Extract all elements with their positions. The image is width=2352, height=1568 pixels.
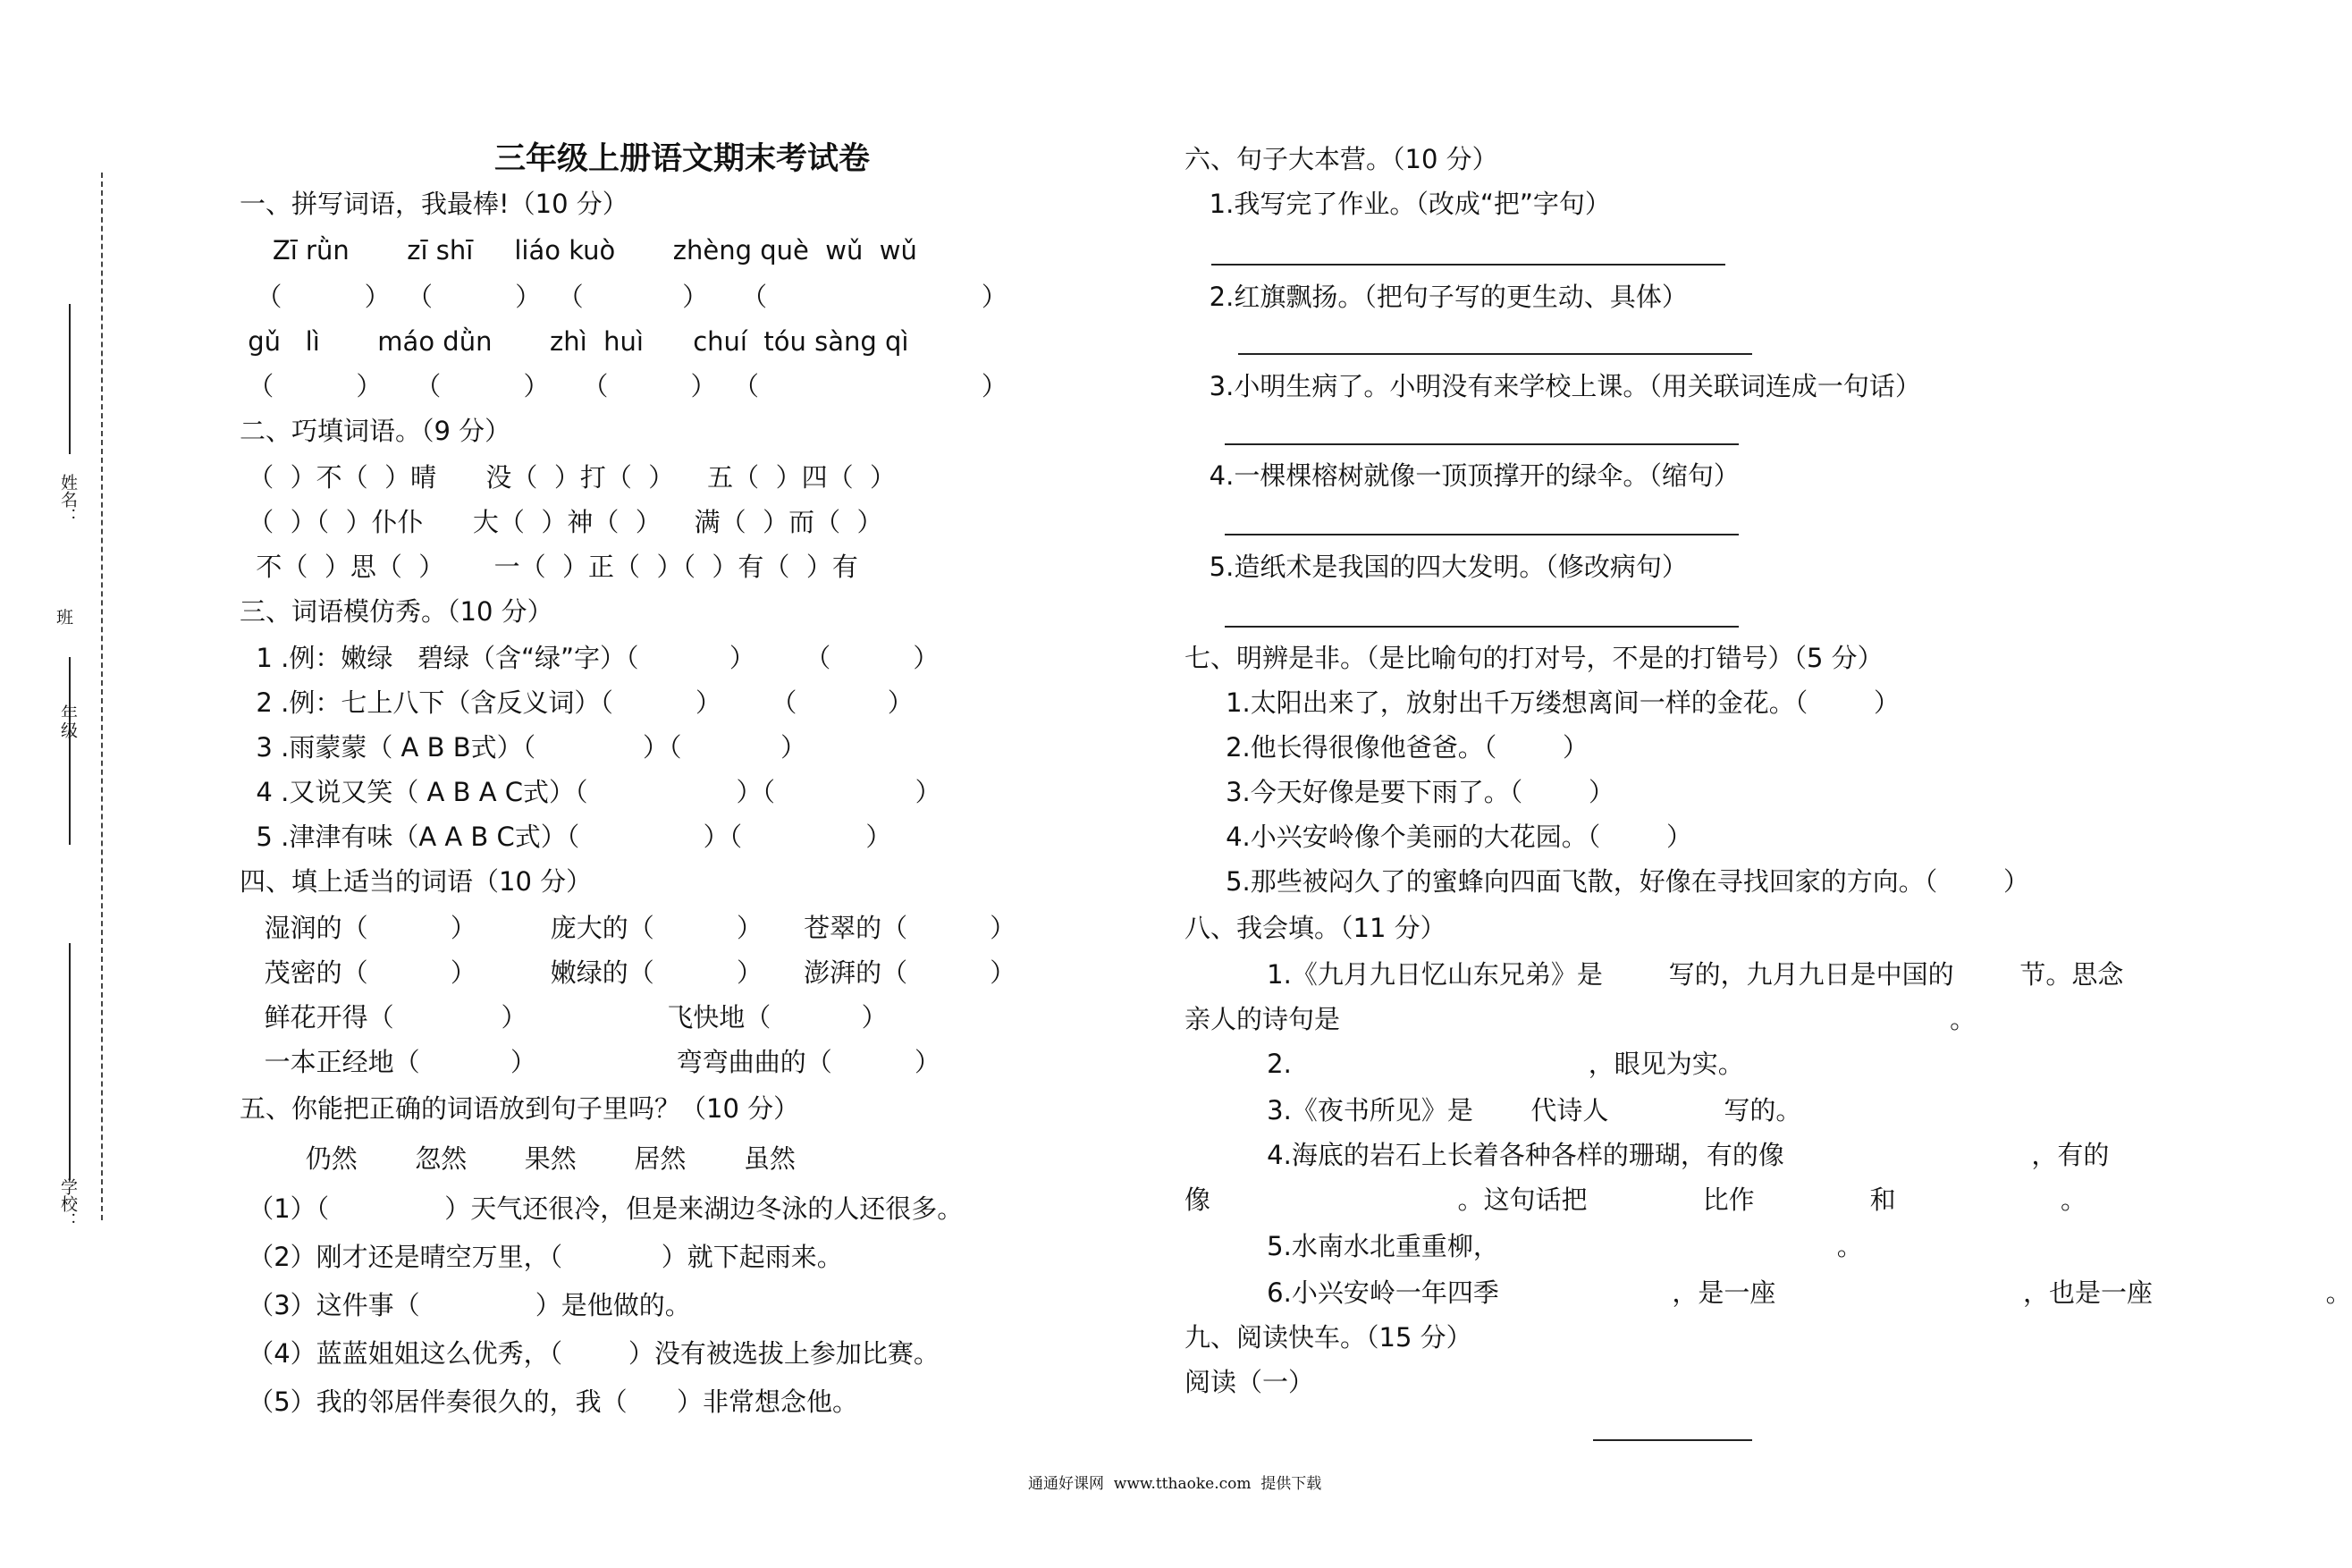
question-line: （3）这件事（ ）是他做的。 (240, 1290, 691, 1320)
binding-dashed-line (101, 173, 103, 1220)
question-line: 4.小兴安岭像个美丽的大花园。（ ） (1184, 822, 1693, 852)
question-line: 5.造纸术是我国的四大发明。（修改病句） (1184, 552, 1688, 582)
question-line: 1 .例：嫩绿 碧绿（含“绿”字）（ ） （ ） (240, 643, 940, 673)
section-5-heading: 五、你能把正确的词语放到句子里吗？（10 分） (240, 1093, 800, 1124)
question-line: 5.那些被闷久了的蜜蜂向四面飞散，好像在寻找回家的方向。（ ） (1184, 866, 2030, 897)
question-line: 3.《夜书所见》是 代诗人 写的。 (1184, 1095, 1802, 1125)
question-line: 像 。这句话把 比作 和 。 (1184, 1184, 2087, 1215)
exam-title: 三年级上册语文期末考试卷 (494, 141, 871, 177)
question-line: （1）（ ）天气还很冷，但是来湖边冬泳的人还很多。 (240, 1193, 964, 1224)
question-line: 3.小明生病了。小明没有来学校上课。（用关联词连成一句话） (1184, 371, 1921, 401)
question-line: 2. ，眼见为实。 (1184, 1049, 1744, 1079)
question-line: 茂密的（ ） 嫩绿的（ ） 澎湃的（ ） (240, 957, 1016, 988)
answer-line (1225, 626, 1739, 628)
word-bank: 仍然 忽然 果然 居然 虽然 (240, 1143, 796, 1174)
name-label: 姓名： (58, 474, 78, 525)
question-line: 4 .又说又笑（ A B A C式）（ ）（ ） (240, 777, 941, 807)
question-line: 鲜花开得（ ） 飞快地（ ） (240, 1002, 888, 1033)
section-9-heading: 九、阅读快车。（15 分） (1184, 1322, 1472, 1353)
section-8-heading: 八、我会填。（11 分） (1184, 913, 1446, 943)
section-1-heading: 一、拼写词语，我最棒!（10 分） (240, 189, 628, 219)
question-line: 2.红旗飘扬。（把句子写的更生动、具体） (1184, 282, 1688, 312)
question-line: 3.今天好像是要下雨了。（ ） (1184, 777, 1615, 807)
question-line: 6.小兴安岭一年四季 ，是一座 ，也是一座 。 (1184, 1277, 2352, 1308)
reading-title-line (1593, 1439, 1752, 1441)
question-line: （4）蓝蓝姐姐这么优秀，（ ）没有被选拔上参加比赛。 (240, 1338, 940, 1369)
section-3-heading: 三、词语模仿秀。（10 分） (240, 596, 553, 627)
question-line: 1.我写完了作业。（改成“把”字句） (1184, 189, 1611, 219)
grade-label: 年级 (58, 704, 78, 738)
question-line: 一本正经地（ ） 弯弯曲曲的（ ） (240, 1047, 940, 1077)
class-label: 班 (56, 608, 74, 628)
school-label: 学校： (58, 1178, 78, 1229)
question-line: 2.他长得很像他爸爸。（ ） (1184, 732, 1589, 763)
question-line: 5 .津津有味（A A B C式）（ ）（ ） (240, 822, 892, 852)
name-write-line (69, 304, 71, 454)
question-line: 4.海底的岩石上长着各种各样的珊瑚，有的像 ，有的 (1184, 1140, 2110, 1170)
question-line: 不（ ）思（ ） 一（ ）正（ ）（ ）有（ ）有 (240, 552, 858, 582)
grade-write-line (69, 657, 71, 845)
school-write-line (69, 943, 71, 1180)
pinyin-line: gǔ lì máo dǜn zhì huì chuí tóu sàng qì (240, 326, 909, 357)
reading-1-label: 阅读（一） (1184, 1367, 1315, 1397)
answer-line (1238, 353, 1752, 355)
section-2-heading: 二、巧填词语。（9 分） (240, 416, 511, 446)
question-line: （5）我的邻居伴奏很久的，我（ ）非常想念他。 (240, 1387, 858, 1417)
question-line: 2 .例：七上八下（含反义词）（ ） （ ） (240, 687, 914, 718)
section-6-heading: 六、句子大本营。（10 分） (1184, 144, 1498, 174)
pinyin-line: Zī rǜn zī shī liáo kuò zhèng què wǔ wǔ (240, 235, 917, 266)
question-line: 4.一棵棵榕树就像一顶顶撑开的绿伞。（缩句） (1184, 460, 1740, 491)
section-4-heading: 四、填上适当的词语（10 分） (240, 866, 593, 897)
answer-line (1211, 264, 1725, 266)
question-line: 5.水南水北重重柳， 。 (1184, 1231, 1863, 1261)
question-line: （ ）（ ）仆仆 大（ ）神（ ） 满（ ）而（ ） (240, 507, 883, 537)
answer-line (1225, 443, 1739, 445)
question-line: 3 .雨蒙蒙（ A B B式）（ ）（ ） (240, 732, 807, 763)
question-line: 亲人的诗句是 。 (1184, 1004, 1977, 1034)
question-line: 1.《九月九日忆山东兄弟》是 写的，九月九日是中国的 节。思念 (1184, 959, 2124, 990)
question-line: 湿润的（ ） 庞大的（ ） 苍翠的（ ） (240, 913, 1016, 943)
question-line: （2）刚才还是晴空万里，（ ）就下起雨来。 (240, 1242, 843, 1272)
question-line: （ ）不（ ）晴 没（ ）打（ ） 五（ ）四（ ） (240, 462, 897, 493)
answer-brackets-line: （ ） （ ） （ ） （ ） (240, 371, 1007, 401)
answer-line (1225, 534, 1739, 535)
section-7-heading: 七、明辨是非。（是比喻句的打对号，不是的打错号）（5 分） (1184, 643, 1884, 673)
question-line: 1.太阳出来了，放射出千万缕想离间一样的金花。（ ） (1184, 687, 1901, 718)
answer-brackets-line: （ ） （ ） （ ） （ ） (240, 282, 1007, 312)
footer-source: 通通好课网 www.tthaoke.com 提供下载 (1028, 1475, 1322, 1493)
